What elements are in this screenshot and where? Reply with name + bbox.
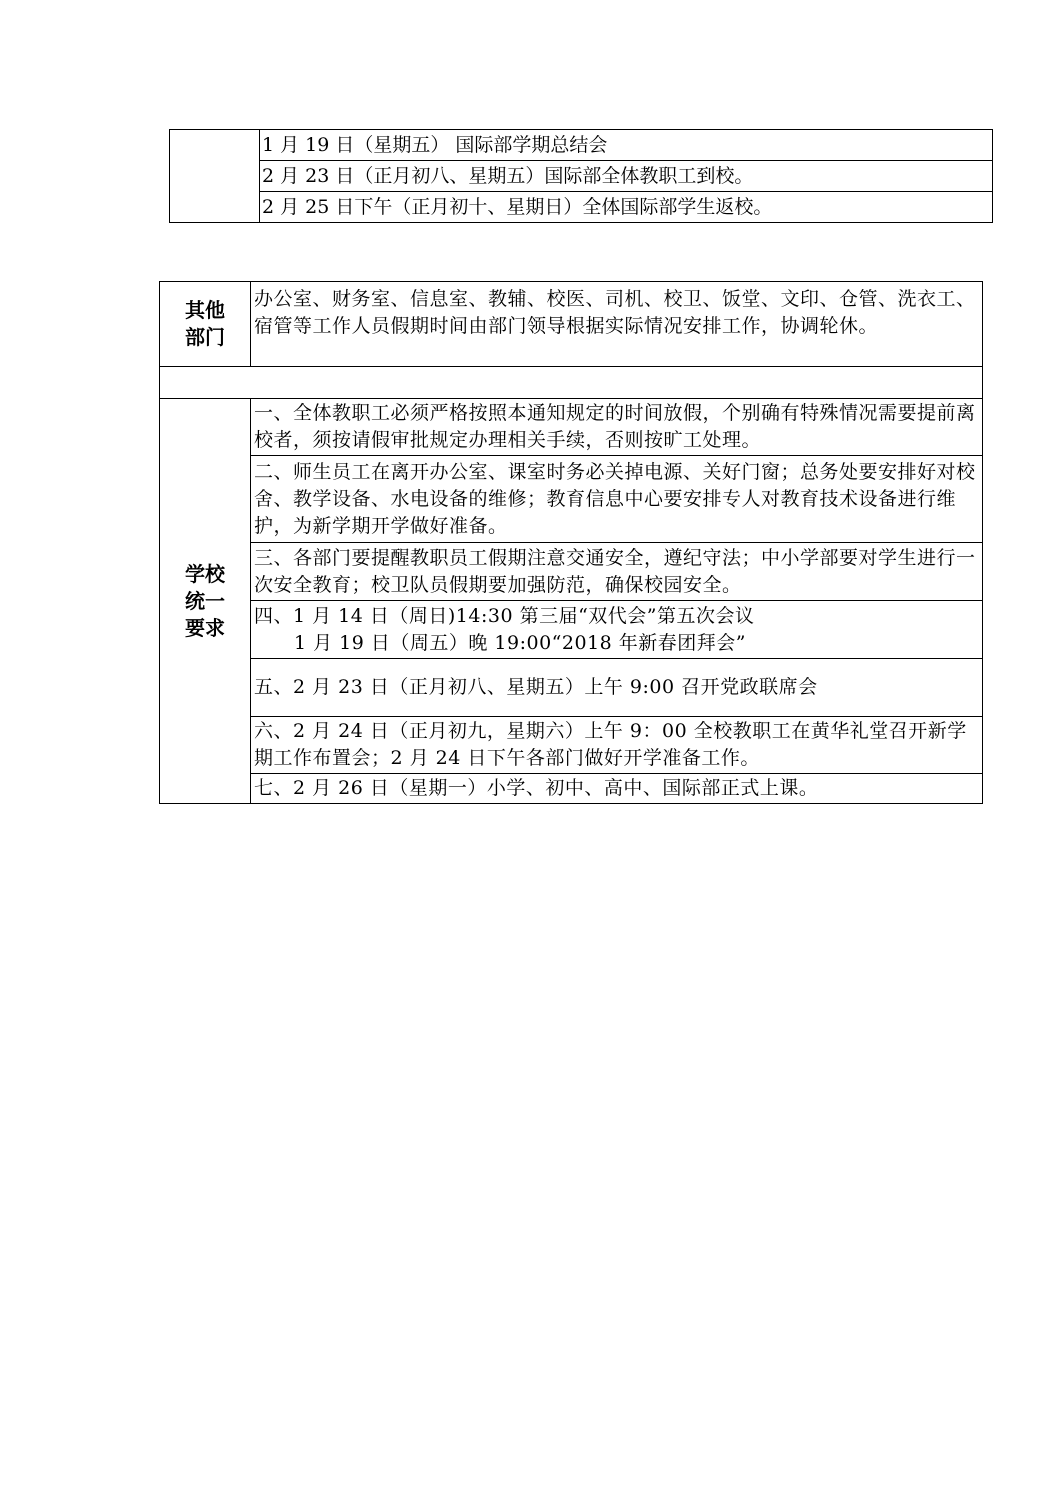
requirement-item <box>251 601 983 659</box>
school-requirements-label <box>160 399 251 804</box>
requirement-item: 二、师生员工在离开办公室、课室时务必关掉电源、关好门窗；总务处要安排好对校舍、教学设备、水电设备的维修；教育信息中心要安排专人对教育技术设备进行维护，为新学期开学做好准备。 <box>251 456 983 543</box>
label-line: 要求 <box>185 615 225 640</box>
label-line: 学校 <box>185 561 225 586</box>
requirement-item: 三、各部门要提醒教职员工假期注意交通安全，遵纪守法；中小学部要对学生进行一次安全教育；校卫队员假期要加强防范，确保校园安全。 <box>251 543 983 601</box>
schedule-table <box>169 129 993 223</box>
label-line: 其他 <box>185 298 225 322</box>
schedule-label-cell <box>170 130 260 223</box>
label-line: 部门 <box>185 325 225 349</box>
schedule-row: 2 月 23 日（正月初八、星期五）国际部全体教职工到校。 <box>260 161 993 192</box>
other-departments-label <box>160 282 251 367</box>
requirement-item: 五、2 月 23 日（正月初八、星期五）上午 9:00 召开党政联席会 <box>251 659 983 717</box>
schedule-row: 2 月 25 日下午（正月初十、星期日）全体国际部学生返校。 <box>260 192 993 223</box>
requirement-line: 四、1 月 14 日（周日)14:30 第三届“双代会”第五次会议 <box>254 604 755 627</box>
spacer-row <box>160 367 983 399</box>
requirement-item: 六、2 月 24 日（正月初九，星期六）上午 9：00 全校教职工在黄华礼堂召开新学期工作布置会；2 月 24 日下午各部门做好开学准备工作。 <box>251 717 983 774</box>
label-line: 统一 <box>185 588 225 613</box>
requirement-item: 七、2 月 26 日（星期一）小学、初中、高中、国际部正式上课。 <box>251 774 983 804</box>
other-departments-text: 办公室、财务室、信息室、教辅、校医、司机、校卫、饭堂、文印、仓管、洗衣工、宿管等工作人员假期时间由部门领导根据实际情况安排工作，协调轮休。 <box>251 282 983 367</box>
requirement-item: 一、全体教职工必须严格按照本通知规定的时间放假，个别确有特殊情况需要提前离校者，须按请假审批规定办理相关手续，否则按旷工处理。 <box>251 399 983 456</box>
requirement-line: 1 月 19 日（周五）晚 19:00“2018 年新春团拜会” <box>294 631 746 654</box>
schedule-row: 1 月 19 日（星期五） 国际部学期总结会 <box>260 130 993 161</box>
requirements-table <box>159 281 983 804</box>
